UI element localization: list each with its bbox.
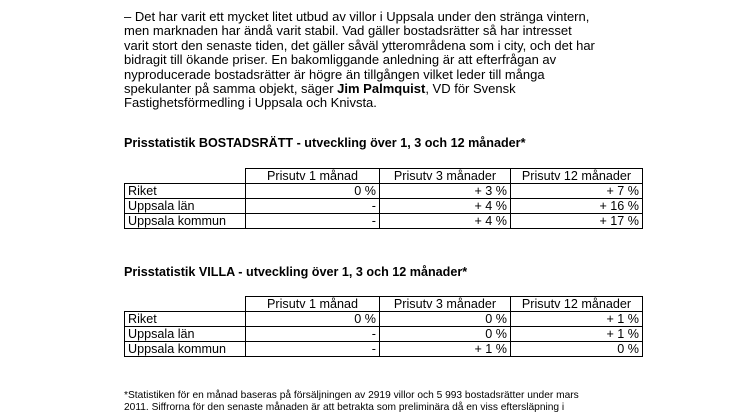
bostad-heading: Prisstatistik BOSTADSRÄTT - utveckling över 1, 3 och 12 månader* (124, 136, 526, 150)
header-cell-3-months: Prisutv 3 månader (380, 297, 511, 312)
value-cell-1-month: - (246, 327, 380, 342)
speaker-title: , VD för Svensk (425, 81, 516, 97)
footnote-line: 2011. Siffrorna för den senaste månaden är att betrakta som preliminära då en viss eftersläpning i (124, 401, 565, 413)
table-row (125, 327, 643, 342)
header-cell-1-month: Prisutv 1 månad (246, 297, 380, 312)
quote-line-prefix: spekulanter på samma objekt, säger (124, 81, 338, 97)
value-cell-12-months: 0 % (511, 342, 643, 357)
header-cell-1-month: Prisutv 1 månad (246, 169, 380, 184)
header-cell-empty (125, 297, 246, 312)
value-cell-12-months: + 1 % (511, 312, 643, 327)
header-cell-3-months: Prisutv 3 månader (380, 169, 511, 184)
region-cell: Uppsala län (125, 199, 246, 214)
value-cell-1-month: - (246, 342, 380, 357)
footnote (124, 390, 644, 413)
quote-line: Fastighetsförmedling i Uppsala och Knivsta. (124, 95, 377, 111)
footnote-line: *Statistiken för en månad baseras på försäljningen av 2919 villor och 5 993 bostadsrätter under mars (124, 390, 579, 401)
value-cell-3-months: + 4 % (380, 199, 511, 214)
value-cell-3-months: + 1 % (380, 342, 511, 357)
table-row (125, 342, 643, 357)
value-cell-1-month: 0 % (246, 312, 380, 327)
quote-paragraph (124, 10, 644, 111)
quote-line: bidragit till ökande priser. En bakomliggande anledning är att efterfrågan av (124, 52, 557, 68)
quote-line: nyproducerade bostadsrätter är högre än tillgången vilket leder till många (124, 66, 545, 82)
value-cell-1-month: - (246, 214, 380, 229)
quote-line: varit stort den senaste tiden, det gäller såväl ytterområdena som i city, och det har (124, 37, 595, 53)
table-row (125, 214, 643, 229)
bostad-table (124, 168, 643, 229)
value-cell-3-months: 0 % (380, 312, 511, 327)
region-cell: Uppsala kommun (125, 214, 246, 229)
region-cell: Riket (125, 184, 246, 199)
value-cell-1-month: 0 % (246, 184, 380, 199)
quote-line: men marknaden har ändå varit stabil. Vad gäller bostadsrätter så har intresset (124, 23, 572, 39)
header-cell-empty (125, 169, 246, 184)
region-cell: Riket (125, 312, 246, 327)
value-cell-12-months: + 1 % (511, 327, 643, 342)
table-row (125, 312, 643, 327)
table-row (125, 199, 643, 214)
value-cell-3-months: + 3 % (380, 184, 511, 199)
table-header-row (125, 297, 643, 312)
value-cell-1-month: - (246, 199, 380, 214)
value-cell-3-months: 0 % (380, 327, 511, 342)
value-cell-12-months: + 7 % (511, 184, 643, 199)
header-cell-12-months: Prisutv 12 månader (511, 169, 643, 184)
quote-line: – Det har varit ett mycket litet utbud av villor i Uppsala under den stränga vintern, (124, 9, 590, 24)
villa-heading: Prisstatistik VILLA - utveckling över 1, 3 och 12 månader* (124, 265, 468, 279)
quote-line-attribution (124, 82, 644, 96)
value-cell-12-months: + 16 % (511, 199, 643, 214)
table-row (125, 184, 643, 199)
header-cell-12-months: Prisutv 12 månader (511, 297, 643, 312)
region-cell: Uppsala kommun (125, 342, 246, 357)
table-header-row (125, 169, 643, 184)
value-cell-12-months: + 17 % (511, 214, 643, 229)
villa-table (124, 296, 643, 357)
region-cell: Uppsala län (125, 327, 246, 342)
speaker-name: Jim Palmquist (337, 81, 426, 97)
value-cell-3-months: + 4 % (380, 214, 511, 229)
